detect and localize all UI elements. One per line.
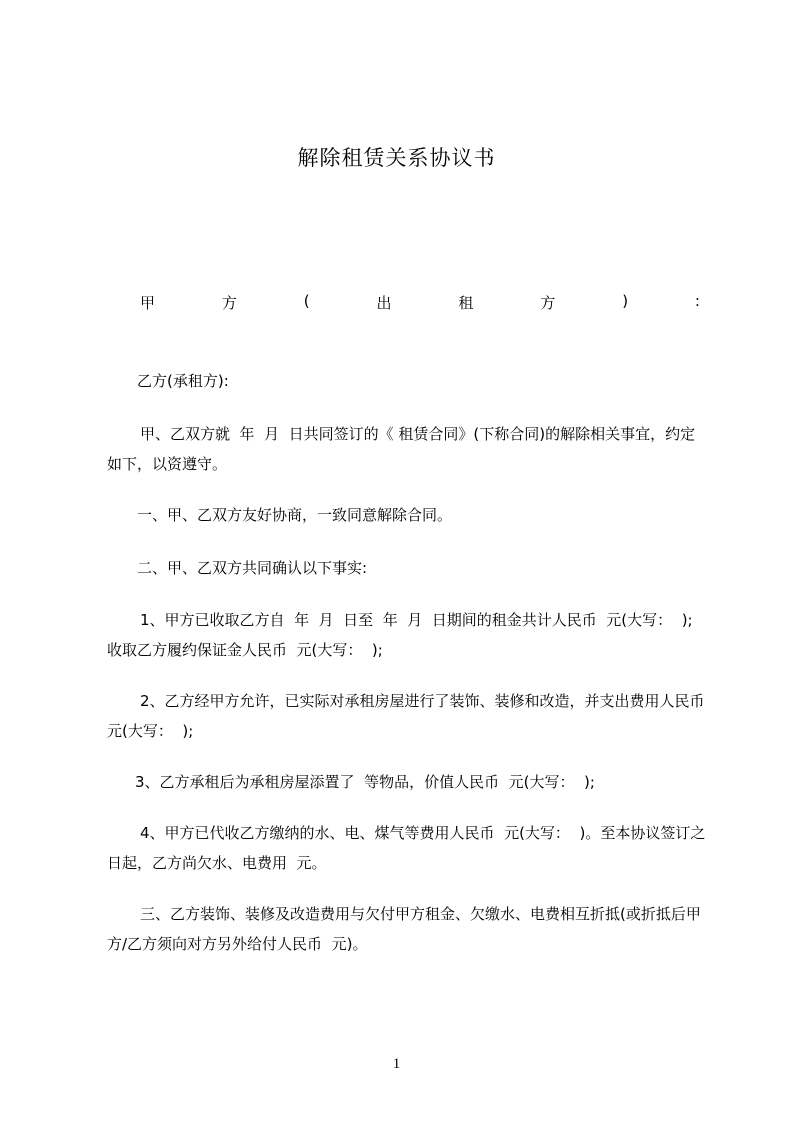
- clause-2-item-2: 2、乙方经甲方允许，已实际对承租房屋进行了装饰、装修和改造，并支出费用人民币 元(大写： );: [107, 692, 715, 740]
- clause-2-item-3: 3、乙方承租后为承租房屋添置了 等物品，价值人民币 元(大写： );: [135, 773, 595, 791]
- clause-2: 二、甲、乙双方共同确认以下事实:: [137, 559, 368, 577]
- party-a-char: 出: [376, 294, 392, 312]
- party-a-char: 甲: [140, 294, 156, 312]
- clause-1: 一、甲、乙双方友好协商，一致同意解除合同。: [137, 506, 453, 524]
- party-a-char: 方: [540, 294, 556, 312]
- party-a-char: ): [622, 292, 629, 310]
- party-b-line: 乙方(承租方):: [137, 372, 229, 390]
- clause-2-item-4: 4、甲方已代收乙方缴纳的水、电、煤气等费用人民币 元(大写： )。至本协议签订之日起，乙方尚欠水、电费用 元。: [107, 824, 706, 872]
- page-number: 1: [392, 1056, 401, 1072]
- party-a-char: (: [303, 292, 310, 310]
- clause-2-item-1: 1、甲方已收取乙方自 年 月 日至 年 月 日期间的租金共计人民币 元(大写： );收取乙方履约保证金人民币 元(大写： );: [107, 611, 693, 659]
- party-a-char: 租: [458, 294, 474, 312]
- intro-paragraph: 甲、乙双方就 年 月 日共同签订的《 租赁合同》(下称合同)的解除相关事宜，约定如下，以资遵守。: [107, 425, 696, 473]
- document-title: 解除租赁关系协议书: [297, 146, 496, 170]
- party-a-line: [140, 292, 700, 313]
- party-a-char: :: [694, 292, 700, 310]
- party-a-char: 方: [221, 294, 237, 312]
- clause-3: 三、乙方装饰、装修及改造费用与欠付甲方租金、欠缴水、电费相互折抵(或折抵后甲方/乙方须向对方另外给付人民币 元)。: [107, 905, 701, 953]
